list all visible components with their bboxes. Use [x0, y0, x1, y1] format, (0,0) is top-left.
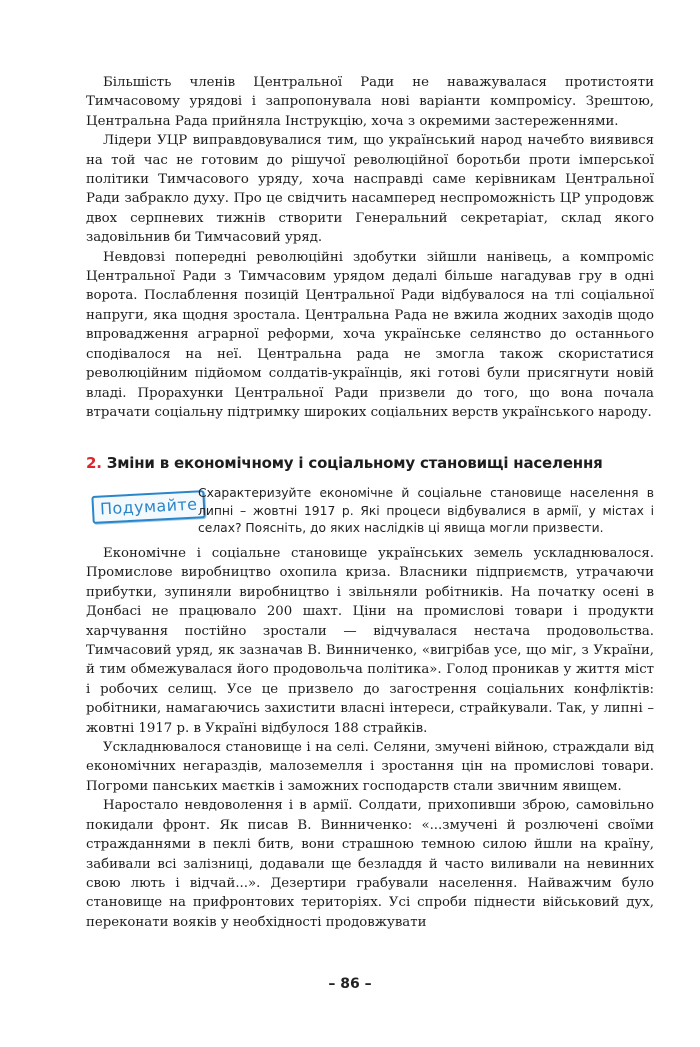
- paragraph: Лідери УЦР виправдовувалися тим, що український народ начебто виявився на той час не готовим до рішучої революційної боротьби проти імперської політики Тимчасового уряду, хоча насправді саме керівникам Центральної Ради забракло духу. Про це свідчить насамперед неспроможність ЦР упродовж двох серпневих тижнів створити Генеральний секретаріат, склад якого задовільнив би Тимчасовий уряд.: [86, 133, 654, 246]
- section-number: 2.: [86, 454, 102, 472]
- paragraph: Невдовзі попередні революційні здобутки зійшли нанівець, а компроміс Центральної Ради з Тимчасовим урядом дедалі більше нагадував гру в одні ворота. Послаблення позицій Центральної Ради відбувалося на тлі соціальної напруги, яка щодня зростала. Центральна Рада не вжила жодних заходів щодо впровадження аграрної реформи, хоча українське селянство до останнього сподівалося на неї. Центральна рада не змогла також скористатися революційним підйомом солдатів-українців, які готові були присягнути новій владі. Прорахунки Центральної Ради призвели до того, що вона почала втрачати соціальну підтримку широких соціальних верств українського народу.: [86, 249, 654, 420]
- top-text-block: [86, 73, 654, 422]
- section-title: Зміни в економічному і соціальному становищі населення: [106, 454, 603, 472]
- bottom-text-block: [86, 544, 654, 932]
- think-task-text: Схарактеризуйте економічне й соціальне становище населення в липні – жовтні 1917 р. Які процеси відбувалися в армії, у містах і селах? Поясніть, до яких наслідків ці явища могли призвести.: [198, 486, 654, 535]
- think-task-box: [86, 485, 654, 535]
- paragraph: Наростало невдоволення і в армії. Солдати, прихопивши зброю, самовільно покидали фронт. Як писав В. Винниченко: «...змучені й розлючені своїми стражданнями в пеклі битв, вони страшною темною силою йшли на країну, забивали всі залізниці, додавали ще безладдя й часто виливали на невинних свою лють і відчай...». Дезертири грабували населення. Найважчим було становище на прифронтових територіях. Усі спроби піднести військовий дух, переконати вояків у необхідності продовжувати: [86, 798, 654, 930]
- think-stamp-icon: Подумайте: [91, 490, 206, 524]
- paragraph: Ускладнювалося становище і на селі. Селяни, змучені війною, страждали від економічних негараздів, малоземелля і зростання цін на промислові товари. Погроми панських маєтків і заможних господарств стали звичним явищем.: [86, 740, 654, 794]
- section-heading: [86, 454, 654, 472]
- paragraph: Економічне і соціальне становище українських земель ускладнювалося. Промислове виробництво охопила криза. Власники підприємств, утрачаючи прибутки, зупиняли виробництво і звільняли робітників. На початку осені в Донбасі не працювало 200 шахт. Ціни на промислові товари і продукти харчування постійно зростали — відчувалася нестача продовольства. Тимчасовий уряд, як зазначав В. Винниченко, «вигрібав усе, що міг, з України, й тим обмежувалася його продовольча політика». Голод проникав у життя міст і робочих селищ. Усе це призвело до загострення соціальних конфліктів: робітники, намагаючись захистити власні інтереси, страйкували. Так, у липні – жовтні 1917 р. в Україні відбулося 188 страйків.: [86, 546, 654, 736]
- paragraph: Більшість членів Центральної Ради не наважувалася протистояти Тимчасовому урядові і запропонувала нові варіанти компромісу. Зрештою, Центральна Рада прийняла Інструкцію, хоча з окремими застереженнями.: [86, 75, 654, 129]
- page-number: – 86 –: [328, 976, 372, 992]
